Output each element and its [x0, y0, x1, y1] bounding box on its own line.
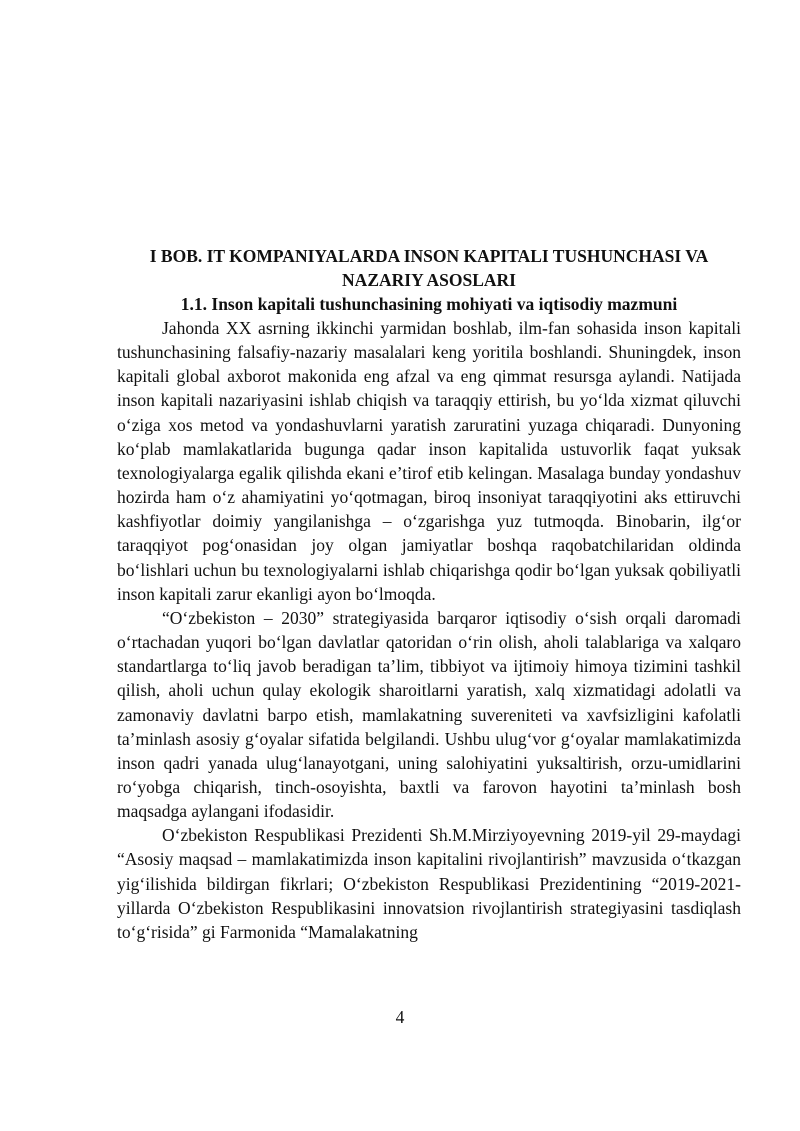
- paragraph: O‘zbekiston Respublikasi Prezidenti Sh.M.Mirziyoyevning 2019-yil 29-maydagi “Asosiy maqsad – mamlakatimizda inson kapitalini rivojlantirish” mavzusida o‘tkazgan yig‘ilishida bildirgan fikrlari; O‘zbekiston Respublikasi Prezidentining “2019-2021-yillarda O‘zbekiston Respublikasini innovatsion rivojlantirish strategiyasini tasdiqlash to‘g‘risida” gi Farmonida “Mamalakatning: [117, 825, 741, 942]
- page-content: [117, 244, 741, 944]
- page-number: 4: [395, 1007, 405, 1027]
- section-title: 1.1. Inson kapitali tushunchasining mohiyati va iqtisodiy mazmuni: [180, 294, 678, 314]
- paragraph: Jahonda XX asrning ikkinchi yarmidan boshlab, ilm-fan sohasida inson kapitali tushunchasining falsafiy-nazariy masalalari keng yoritila boshlandi. Shuningdek, inson kapitali global axborot makonida eng afzal va eng qimmat resursga aylandi. Natijada inson kapitali nazariyasini ishlab chiqish va taraqqiy ettirish, bu yo‘lda xizmat qiluvchi o‘ziga xos metod va yondashuvlarni yaratish zaruratini yuzaga chiqaradi. Dunyoning ko‘plab mamlakatlarida bugunga qadar inson kapitalida ustuvorlik faqat yuksak texnologiyalarga egalik qilishda ekani e’tirof etib kelingan. Masalaga bunday yondashuv hozirda ham o‘z ahamiyatini yo‘qotmagan, biroq insoniyat taraqqiyotini aks ettiruvchi kashfiyotlar doimiy yangilanishga – o‘zgarishga yuz tutmoqda. Binobarin, ilg‘or taraqqiyot pog‘onasidan joy olgan jamiyatlar boshqa raqobatchilaridan oldinda bo‘lishlari uchun bu texnologiyalarni ishlab chiqarishga qodir bo‘lgan yuksak qobiliyatli inson kapitali zarur ekanligi ayon bo‘lmoqda.: [117, 318, 741, 604]
- paragraph: “O‘zbekiston – 2030” strategiyasida barqaror iqtisodiy o‘sish orqali daromadi o‘rtachadan yuqori bo‘lgan davlatlar qatoridan o‘rin olish, aholi talablariga va xalqaro standartlarga to‘liq javob beradigan ta’lim, tibbiyot va ijtimoiy himoya tizimini tashkil qilish, aholi uchun qulay ekologik sharoitlarni yaratish, xalq xizmatidagi adolatli va zamonaviy davlatni barpo etish, mamlakatning suvereniteti va xavfsizligini kafolatli ta’minlash asosiy g‘oyalar sifatida belgilandi. Ushbu ulug‘vor g‘oyalar mamlakatimizda inson qadri yanada ulug‘lanayotgani, uning salohiyatini yuksaltirish, orzu-umidlarini ro‘yobga chiqarish, tinch-osoyishta, baxtli va farovon hayotini ta’minlash bosh maqsadga aylangani ifodasidir.: [117, 607, 741, 822]
- chapter-title: I BOB. IT KOMPANIYALARDA INSON KAPITALI TUSHUNCHASI VA NAZARIY ASOSLARI: [149, 246, 709, 290]
